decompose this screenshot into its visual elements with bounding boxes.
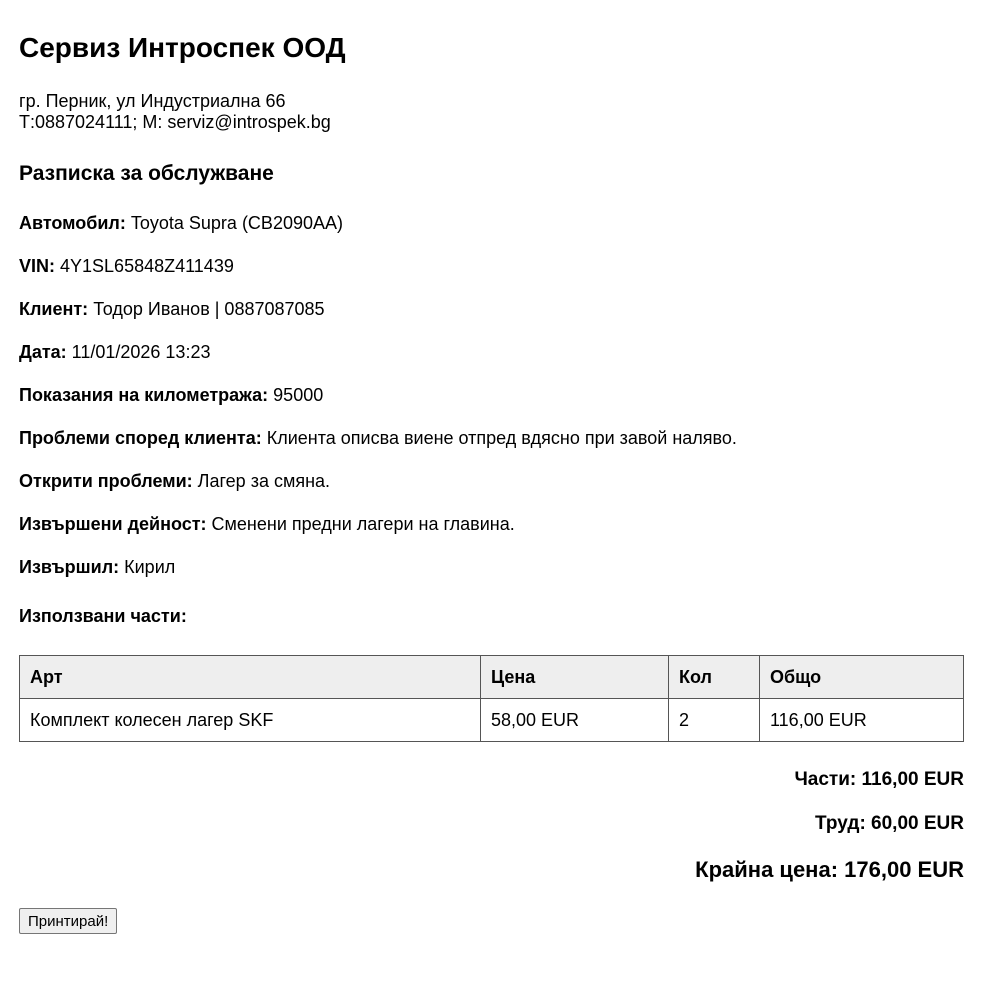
parts-total: Части: 116,00 EUR xyxy=(794,769,964,790)
field-found-problems xyxy=(19,470,330,492)
labor-total: Труд: 60,00 EUR xyxy=(815,813,964,834)
field-car xyxy=(19,212,343,234)
company-contact-block xyxy=(19,91,331,133)
field-date-label: Дата: xyxy=(19,342,67,362)
field-car-value: Toyota Supra (CB2090AA) xyxy=(130,213,343,233)
parts-table xyxy=(19,655,964,742)
column-header-price: Цена xyxy=(481,656,669,699)
receipt-title: Разписка за обслужване xyxy=(19,162,274,185)
field-odometer-label: Показания на километража: xyxy=(19,385,269,405)
cell-art: Комплект колесен лагер SKF xyxy=(20,699,481,742)
column-header-art: Арт xyxy=(20,656,481,699)
field-work-done-label: Извършени дейност: xyxy=(19,514,207,534)
cell-qty: 2 xyxy=(669,699,760,742)
final-price: Крайна цена: 176,00 EUR xyxy=(695,857,964,882)
cell-price: 58,00 EUR xyxy=(481,699,669,742)
field-date xyxy=(19,341,210,363)
field-technician xyxy=(19,556,175,578)
field-client-problems xyxy=(19,427,737,449)
field-car-label: Автомобил: xyxy=(19,213,126,233)
cell-total: 116,00 EUR xyxy=(760,699,964,742)
field-client-label: Клиент: xyxy=(19,299,89,319)
field-found-problems-value: Лагер за смяна. xyxy=(197,471,331,491)
company-address: гр. Перник, ул Индустриална 66 xyxy=(19,91,286,111)
column-header-qty: Кол xyxy=(669,656,760,699)
field-client-value: Тодор Иванов | 0887087085 xyxy=(93,299,325,319)
field-technician-label: Извършил: xyxy=(19,557,120,577)
field-technician-value: Кирил xyxy=(124,557,176,577)
print-button[interactable]: Принтирай! xyxy=(19,908,117,934)
field-client-problems-value: Клиента описва виене отпред вдясно при завой наляво. xyxy=(266,428,737,448)
field-work-done xyxy=(19,513,515,535)
field-odometer xyxy=(19,384,323,406)
field-vin-value: 4Y1SL65848Z411439 xyxy=(60,256,234,276)
company-name: Сервиз Интроспек ООД xyxy=(19,32,346,63)
field-vin xyxy=(19,255,234,277)
company-contacts: Т:0887024111; M: serviz@introspek.bg xyxy=(19,112,331,132)
field-odometer-value: 95000 xyxy=(273,385,324,405)
field-vin-label: VIN: xyxy=(19,256,55,276)
field-work-done-value: Сменени предни лагери на главина. xyxy=(211,514,515,534)
field-client xyxy=(19,298,325,320)
field-date-value: 11/01/2026 13:23 xyxy=(71,342,211,362)
column-header-total: Общо xyxy=(760,656,964,699)
table-row xyxy=(20,699,964,742)
parts-table-header-row xyxy=(20,656,964,699)
parts-heading: Използвани части: xyxy=(19,606,187,626)
field-found-problems-label: Открити проблеми: xyxy=(19,471,193,491)
field-client-problems-label: Проблеми според клиента: xyxy=(19,428,262,448)
